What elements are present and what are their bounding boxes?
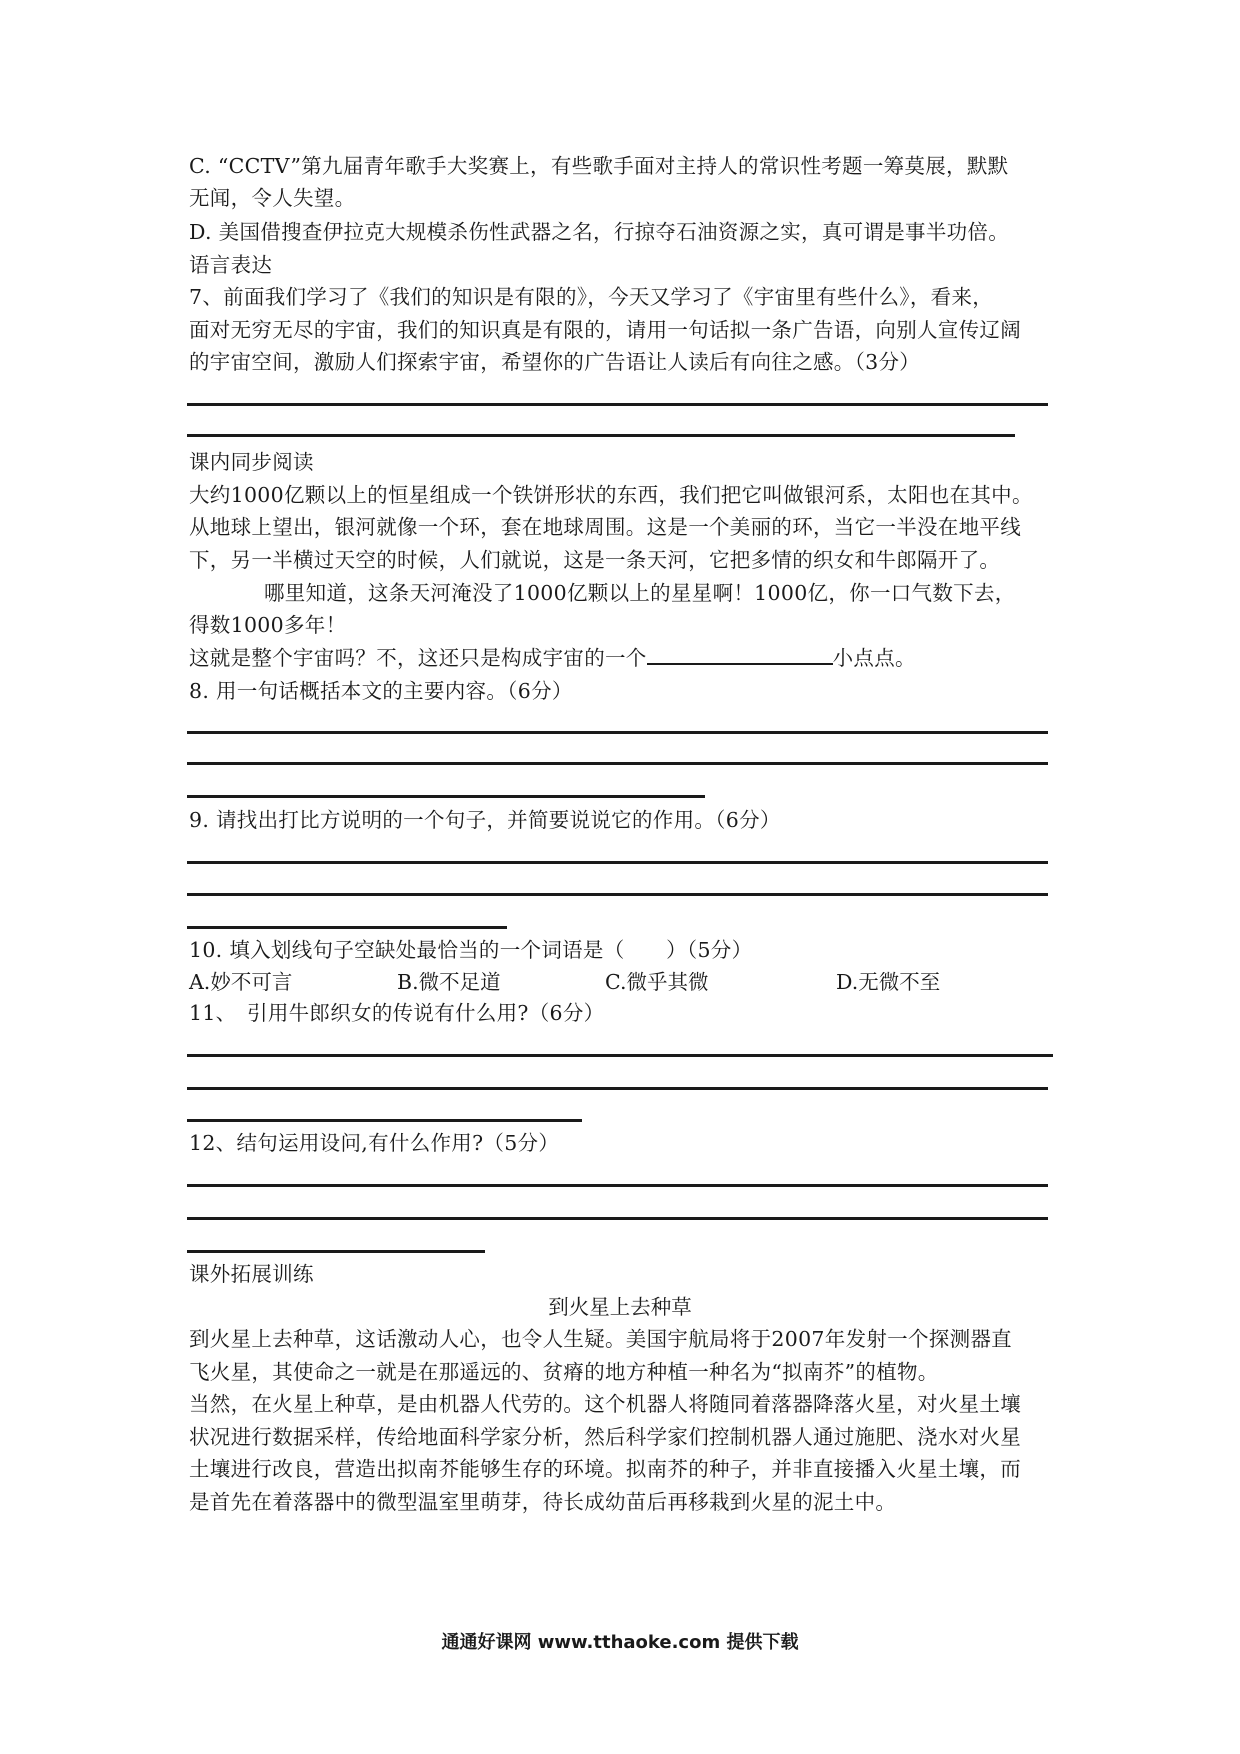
passage-line3: 下，另一半横过天空的时候，人们就说，这是一条天河，它把多情的织女和牛郎隔开了。	[189, 548, 1001, 572]
passage-line6-after: 小点点。	[832, 646, 916, 670]
q10-option-a[interactable]: A.妙不可言	[189, 970, 293, 994]
q7-line3: 的宇宙空间，激励人们探索宇宙，希望你的广告语让人读后有向往之感。（3分）	[189, 350, 921, 374]
q12-answer-line-3[interactable]	[187, 1250, 485, 1253]
q7-answer-line-2[interactable]	[187, 434, 1015, 437]
passage-line1: 大约1000亿颗以上的恒星组成一个铁饼形状的东西，我们把它叫做银河系，太阳也在其中。	[189, 483, 1033, 507]
q10-stem: 10. 填入划线句子空缺处最恰当的一个词语是（ ）（5分）	[189, 938, 753, 962]
article-line5: 土壤进行改良，营造出拟南芥能够生存的环境。拟南芥的种子，并非直接播入火星土壤，而	[189, 1457, 1021, 1481]
q10-option-d[interactable]: D.无微不至	[836, 970, 941, 994]
article-line4: 状况进行数据采样，传给地面科学家分析，然后科学家们控制机器人通过施肥、浇水对火星	[189, 1425, 1021, 1449]
q12-answer-line-2[interactable]	[187, 1217, 1048, 1220]
fill-in-blank[interactable]	[647, 643, 833, 665]
q12-answer-line-1[interactable]	[187, 1184, 1048, 1187]
q6-option-d: D. 美国借搜查伊拉克大规模杀伤性武器之名，行掠夺石油资源之实，真可谓是事半功倍。	[189, 220, 1010, 244]
section-heading-expression: 语言表达	[189, 253, 273, 277]
article-line2: 飞火星，其使命之一就是在那遥远的、贫瘠的地方种植一种名为“拟南芥”的植物。	[189, 1360, 939, 1384]
article-line6: 是首先在着落器中的微型温室里萌芽，待长成幼苗后再移栽到火星的泥土中。	[189, 1490, 897, 1514]
q8-answer-line-2[interactable]	[187, 762, 1048, 765]
q8-answer-line-1[interactable]	[187, 731, 1048, 734]
q11-answer-line-2[interactable]	[187, 1087, 1048, 1090]
q11-answer-line-3[interactable]	[187, 1119, 582, 1122]
article-line3: 当然，在火星上种草，是由机器人代劳的。这个机器人将随同着落器降落火星，对火星土壤	[189, 1392, 1021, 1416]
section-heading-reading: 课内同步阅读	[189, 450, 314, 474]
q10-option-b[interactable]: B.微不足道	[397, 970, 501, 994]
q9-answer-line-2[interactable]	[187, 893, 1048, 896]
passage-line2: 从地球上望出，银河就像一个环，套在地球周围。这是一个美丽的环，当它一半没在地平线	[189, 515, 1021, 539]
footer-download-note: 通通好课网 www.tthaoke.com 提供下载	[441, 1632, 799, 1653]
q8-answer-line-3[interactable]	[187, 795, 705, 798]
q7-answer-line-1[interactable]	[187, 403, 1048, 406]
q7-line1: 7、前面我们学习了《我们的知识是有限的》，今天又学习了《宇宙里有些什么》，看来，	[189, 285, 994, 309]
passage-line5: 得数1000多年！	[189, 613, 347, 637]
passage-line4: 哪里知道，这条天河淹没了1000亿颗以上的星星啊！1000亿，你一口气数下去，	[264, 581, 1016, 605]
q9-stem: 9. 请找出打比方说明的一个句子，并简要说说它的作用。（6分）	[189, 808, 781, 832]
article-line1: 到火星上去种草，这话激动人心，也令人生疑。美国宇航局将于2007年发射一个探测器直	[189, 1327, 1012, 1351]
q6-option-c-line2: 无闻，令人失望。	[189, 186, 356, 210]
q7-line2: 面对无穷无尽的宇宙，我们的知识真是有限的，请用一句话拟一条广告语，向别人宣传辽阔	[189, 318, 1021, 342]
q11-stem: 11、 引用牛郎织女的传说有什么用?（6分）	[189, 1001, 605, 1025]
q12-stem: 12、结句运用设问,有什么作用?（5分）	[189, 1131, 560, 1155]
q6-option-c-line1: C. “CCTV”第九届青年歌手大奖赛上，有些歌手面对主持人的常识性考题一筹莫展，默默	[189, 154, 1009, 178]
q10-option-c[interactable]: C.微乎其微	[605, 970, 709, 994]
article-title: 到火星上去种草	[548, 1295, 692, 1319]
passage-line6-before: 这就是整个宇宙吗？不，这还只是构成宇宙的一个	[189, 646, 647, 670]
q11-answer-line-1[interactable]	[187, 1054, 1053, 1057]
q8-stem: 8. 用一句话概括本文的主要内容。（6分）	[189, 679, 573, 703]
passage-line6	[189, 643, 916, 673]
q9-answer-line-1[interactable]	[187, 861, 1048, 864]
q9-answer-line-3[interactable]	[187, 926, 507, 929]
section-heading-extension: 课外拓展训练	[189, 1262, 314, 1286]
